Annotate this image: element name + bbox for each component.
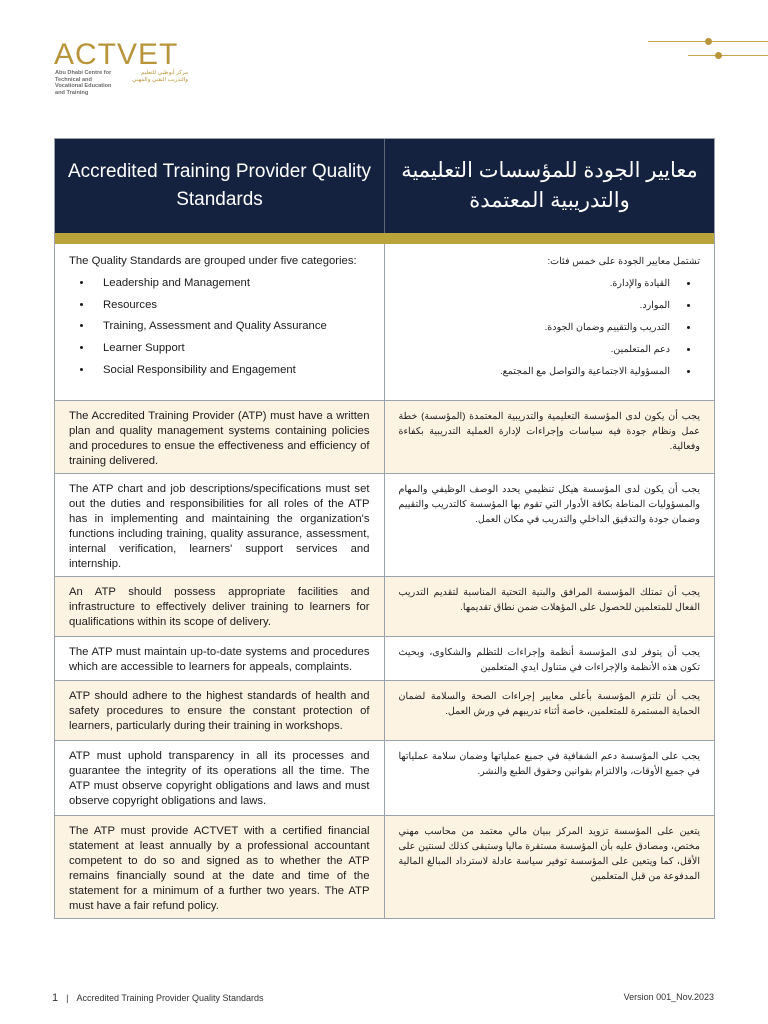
list-item: • Training, Assessment and Quality Assurance (93, 316, 370, 338)
list-item: • المسؤولية الاجتماعية والتواصل مع المجتمع. (399, 361, 679, 383)
list-item: • التدريب والتقييم وضمان الجودة. (399, 317, 679, 339)
table-row (55, 636, 714, 680)
list-item: • Resources (93, 295, 370, 317)
actvet-logo (54, 40, 204, 96)
header-gold-bar (55, 233, 714, 244)
row-text-en: ATP must uphold transparency in all its processes and guarantee the integrity of its operations all the time. The ATP must observe copyright obligations and laws and must observe copyright obligations and laws. (55, 741, 385, 815)
categories-row (55, 244, 714, 400)
categories-cell-ar (385, 244, 715, 400)
standards-table (54, 138, 715, 919)
decorative-dot (705, 38, 712, 45)
logo-wordmark: ACTVET (54, 38, 179, 71)
table-row (55, 815, 714, 918)
logo-subtitle-en: Abu Dhabi Centre for Technical and Vocational Education and Training (55, 70, 112, 96)
table-header (55, 139, 714, 233)
row-text-ar: يجب على المؤسسة دعم الشفافية في جميع عملياتها وضمان سلامة عملياتها في جميع الأوقات، والالتزام بقوانين وحقوق الطبع والنشر. (398, 751, 700, 777)
categories-list-en (69, 273, 370, 382)
row-text-en: The ATP must maintain up-to-date systems and procedures which are accessible to learners for appeals, complaints. (55, 637, 385, 680)
row-text-ar: يجب أن تمتلك المؤسسة المرافق والبنية التحتية المناسبة لتقديم التدريب الفعال للمتعلمين للحصول على المؤهلات ضمن نطاق تقديمها. (398, 587, 700, 613)
header-title-ar: معايير الجودة للمؤسسات التعليمية والتدريبية المعتمدة (401, 159, 698, 212)
page-number: 1 (52, 992, 59, 1004)
table-row (55, 400, 714, 473)
decorative-line-bottom (688, 55, 768, 56)
footer-version: Version 001_Nov.2023 (623, 992, 714, 1002)
row-text-ar: يجب أن يكون لدى المؤسسة هيكل تنظيمي يحدد الوصف الوظيفي والمهام والمسؤوليات المناطة بكافة الأدوار التي تقوم بها المؤسسة كالتدريب والتقييم وضمان جودة والتدقيق الداخلي والتدريب في مكان العمل. (398, 484, 700, 525)
row-text-en: The Accredited Training Provider (ATP) must have a written plan and quality management systems containing policies and procedures to ensue the effectiveness and efficiency of training delivered. (55, 401, 385, 473)
decorative-dot (715, 52, 722, 59)
categories-cell-en (55, 244, 385, 400)
list-item: • Learner Support (93, 338, 370, 360)
categories-list-ar (399, 273, 701, 383)
footer-left (52, 992, 264, 1004)
logo-subtitle-ar: مركز أبوظبي للتعليم والتدريب التقني والمهني (132, 70, 188, 83)
row-text-en: An ATP should possess appropriate facilities and infrastructure to effectively deliver training to learners for qualifications within its scope of delivery. (55, 577, 385, 636)
table-row (55, 576, 714, 636)
row-text-ar: يتعين على المؤسسة تزويد المركز ببيان مالي معتمد من محاسب مهني مختص، ومصادق عليه بأن المؤسسة مستقرة ماليا وستبقى كذلك لسنتين على الأقل، كما ويتعين على المؤسسة توفير سياسة عادلة لاسترداد المبالغ المالية المدفوعة من قبل المتعلمين (398, 826, 700, 882)
list-item: • Leadership and Management (93, 273, 370, 295)
row-text-ar: يجب أن تلتزم المؤسسة بأعلى معايير إجراءات الصحة والسلامة لضمان الحماية المستمرة للمتعلمين، خاصة أثناء تدريبهم في ورش العمل. (398, 691, 700, 717)
categories-lead-en: The Quality Standards are grouped under five categories: (69, 255, 357, 267)
decorative-lines (648, 30, 768, 70)
row-text-en: ATP should adhere to the highest standards of health and safety procedures to ensure the constant protection of learners, particularly during their training in workshops. (55, 681, 385, 740)
footer-doc-title: Accredited Training Provider Quality Standards (76, 993, 264, 1003)
table-row (55, 680, 714, 740)
footer-separator: | (66, 993, 69, 1003)
header-title-en: Accredited Training Provider Quality Standards (55, 139, 385, 233)
row-text-ar: يجب أن يتوفر لدى المؤسسة أنظمة وإجراءات للتظلم والشكاوى، وبحيث تكون هذه الأنظمة والإجراءات في متناول ايدي المتعلمين (398, 647, 700, 673)
row-text-en: The ATP must provide ACTVET with a certified financial statement at least annually by a professional accountant competent to do so and signed as to whether the ATP remains financially sound at the date and time of the statement for a minimum of a further two years. The ATP must have a fair refund policy. (55, 816, 385, 918)
list-item: • الموارد. (399, 295, 679, 317)
list-item: • دعم المتعلمين. (399, 339, 679, 361)
categories-lead-ar: تشتمل معايير الجودة على خمس فئات: (547, 256, 700, 267)
list-item: • القيادة والإدارة. (399, 273, 679, 295)
row-text-en: The ATP chart and job descriptions/specifications must set out the duties and responsibilities for all roles of the ATP has in implementing and maintaining the organization's functions including training, quality assurance, assessment, internal verification, learners' support services and internship. (55, 474, 385, 576)
table-row (55, 473, 714, 576)
table-row (55, 740, 714, 815)
row-text-ar: يجب أن يكون لدى المؤسسة التعليمية والتدريبية المعتمدة (المؤسسة) خطة عمل ونظام جودة فيه سياسات وإجراءات لإدارة العملية التدريبية بكفاءة وفعالية. (398, 411, 700, 452)
list-item: • Social Responsibility and Engagement (93, 360, 370, 382)
